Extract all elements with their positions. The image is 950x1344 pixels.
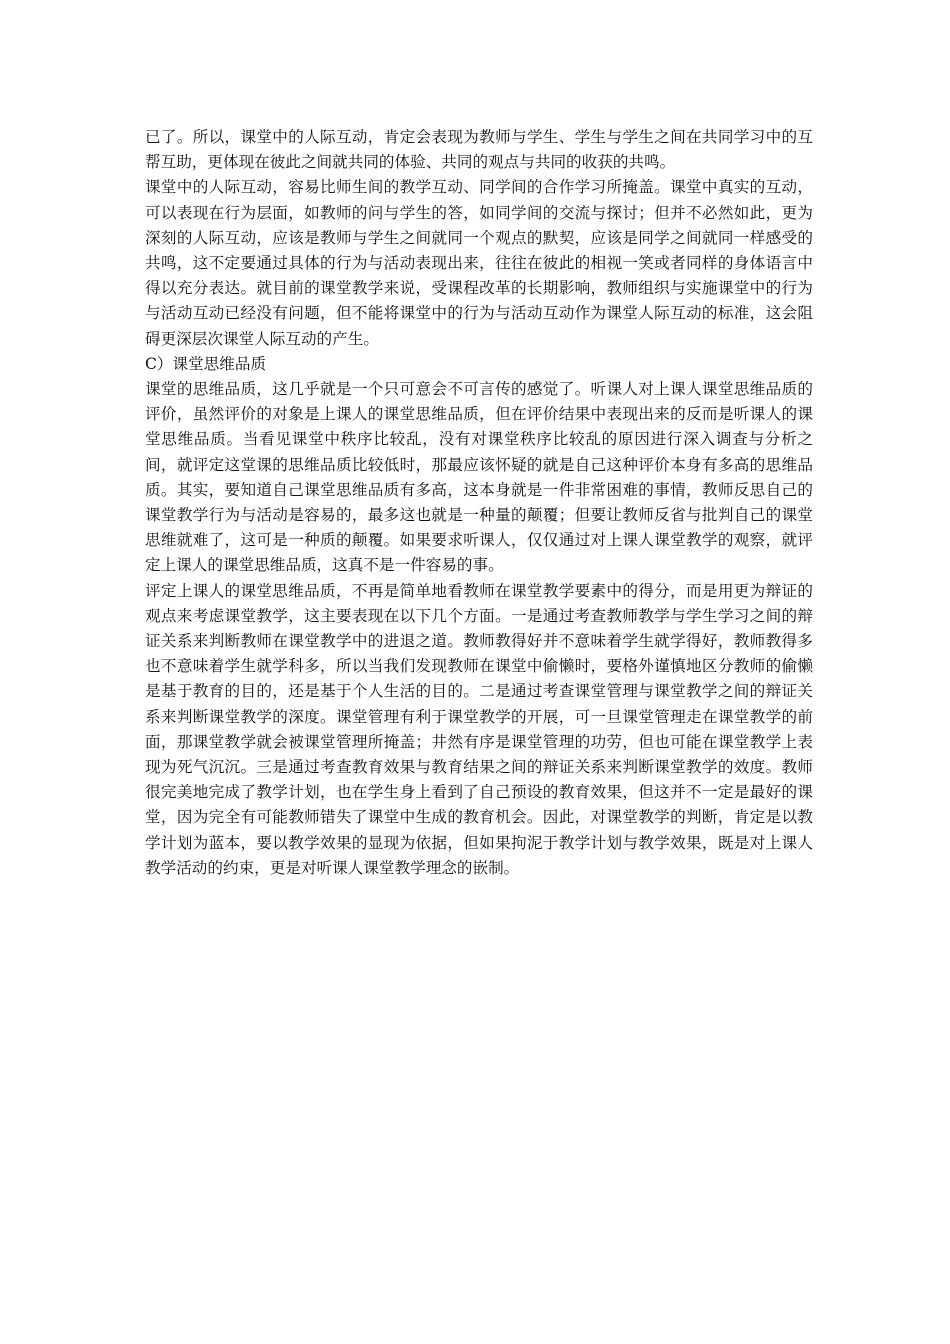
paragraph-thinking-quality: 课堂的思维品质，这几乎就是一个只可意会不可言传的感觉了。听课人对上课人课堂思维品质的评价，虽然评价的对象是上课人的课堂思维品质，但在评价结果中表现出来的反而是听课人的课堂思维品质。当看见课堂中秩序比较乱，没有对课堂秩序比较乱的原因进行深入调查与分析之间，就评定这堂课的思维品质比较低时，那最应该怀疑的就是自己这种评价本身有多高的思维品质。其实，要知道自己课堂思维品质有多高，这本身就是一件非常困难的事情，教师反思自己的课堂教学行为与活动是容易的，最多这也就是一种量的颠覆；但要让教师反省与批判自己的课堂思维就难了，这可是一种质的颠覆。如果要求听课人，仅仅通过对上课人课堂教学的观察，就评定上课人的课堂思维品质，这真不是一件容易的事。 — [145, 380, 813, 575]
paragraph-evaluation: 评定上课人的课堂思维品质，不再是简单地看教师在课堂教学要素中的得分，而是用更为辩证的观点来考虑课堂教学，这主要表现在以下几个方面。一是通过考查教师教学与学生学习之间的辩证关系来判断教师在课堂教学中的进退之道。教师教得好并不意味着学生就学得好，教师教得多也不意味着学生就学科多，所以当我们发现教师在课堂中偷懒时，要格外谨慎地区分教师的偷懒是基于教育的目的，还是基于个人生活的目的。二是通过考查课堂管理与课堂教学之间的辩证关系来判断课堂教学的深度。课堂管理有利于课堂教学的开展，可一旦课堂管理走在课堂教学的前面，那课堂教学就会被课堂管理所掩盖；井然有序是课堂管理的功劳，但也可能在课堂教学上表现为死气沉沉。三是通过考查教育效果与教育结果之间的辩证关系来判断课堂教学的效度。教师很完美地完成了教学计划，也在学生身上看到了自己预设的教育效果，但这并不一定是最好的课堂，因为完全有可能教师错失了课堂中生成的教育机会。因此，对课堂教学的判断，肯定是以教学计划为蓝本，要以教学效果的显现为依据，但如果拘泥于教学计划与教学效果，既是对上课人教学活动的约束，更是对听课人课堂教学理念的嵌制。 — [145, 581, 813, 877]
paragraph-continuation: 已了。所以，课堂中的人际互动，肯定会表现为教师与学生、学生与学生之间在共同学习中的互帮互助，更体现在彼此之间就共同的体验、共同的观点与共同的收获的共鸣。 — [145, 128, 813, 172]
section-heading-thinking-quality: C）课堂思维品质 — [145, 354, 267, 373]
paragraph-interpersonal-interaction: 课堂中的人际互动，容易比师生间的教学互动、同学间的合作学习所掩盖。课堂中真实的互动，可以表现在行为层面，如教师的问与学生的答，如同学间的交流与探讨；但并不必然如此，更为深刻的人际互动，应该是教师与学生之间就同一个观点的默契，应该是同学之间就同一样感受的共鸣，这不定要通过具体的行为与活动表现出来，往往在彼此的相视一笑或者同样的身体语言中得以充分表达。就目前的课堂教学来说，受课程改革的长期影响，教师组织与实施课堂中的行为与活动互动已经没有问题，但不能将课堂中的行为与活动互动作为课堂人际互动的标准，这会阻碍更深层次课堂人际互动的产生。 — [145, 178, 813, 348]
document-body — [145, 125, 813, 881]
